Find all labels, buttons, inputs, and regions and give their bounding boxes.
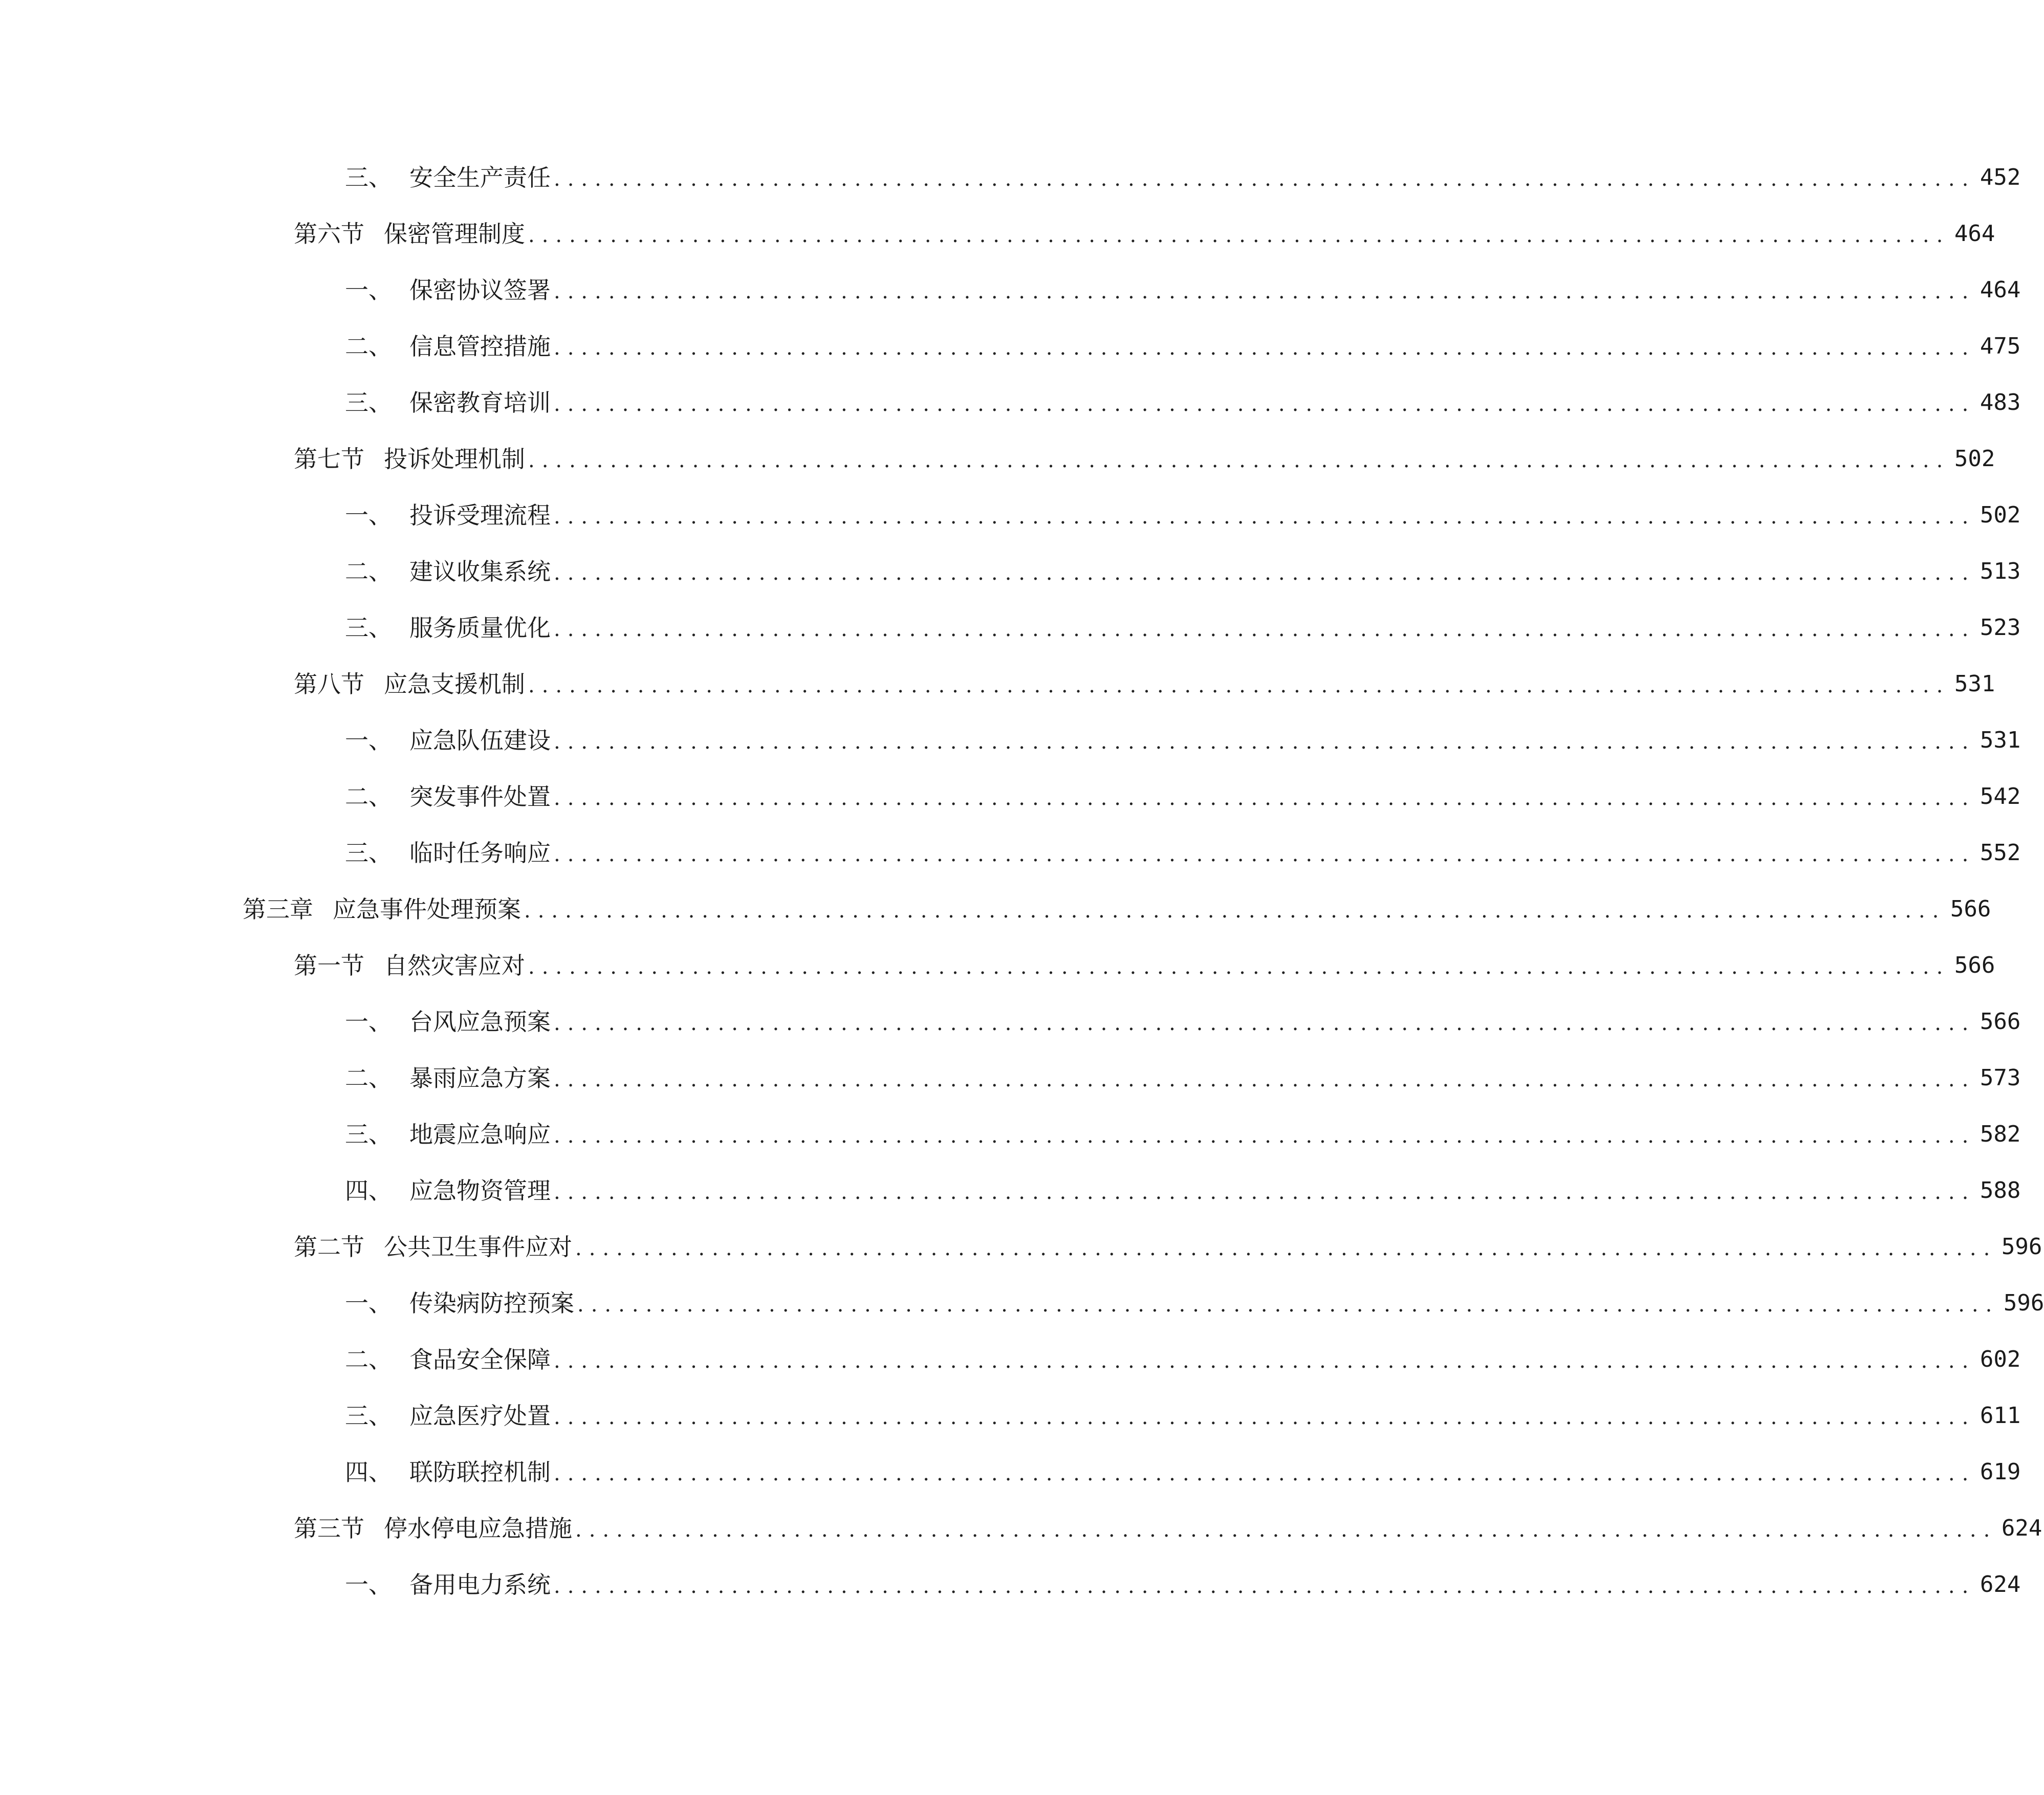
toc-entry-page: 566 — [1950, 896, 1991, 922]
toc-section-number: 第三节 — [294, 1515, 364, 1542]
toc-entry-number: 三、 — [345, 614, 392, 642]
toc-entry-page: 624 — [1980, 1571, 2021, 1597]
toc-entry-page: 552 — [1980, 840, 2021, 866]
dot-leader: ........................................................................................................ — [528, 224, 1950, 247]
toc-entry[interactable] — [345, 1331, 2021, 1388]
dot-leader: ........................................................................................................ — [554, 167, 1976, 191]
toc-entry-page: 611 — [1980, 1403, 2021, 1429]
dot-leader: ........................................................................................................ — [554, 730, 1976, 754]
toc-entry-title: 服务质量优化 — [409, 614, 551, 642]
toc-entry-page: 452 — [1980, 164, 2021, 190]
toc-entry[interactable] — [345, 1444, 2021, 1500]
toc-entry-number: 一、 — [345, 727, 392, 754]
toc-entry-title: 突发事件处置 — [409, 783, 551, 811]
toc-entry[interactable] — [345, 1106, 2021, 1163]
dot-leader: ........................................................................................................ — [554, 1180, 1976, 1204]
dot-leader: ........................................................................................................ — [554, 1124, 1976, 1148]
toc-entry-number: 四、 — [345, 1458, 392, 1486]
toc-entry[interactable] — [345, 825, 2021, 881]
toc-entry[interactable] — [345, 712, 2021, 769]
toc-chapter-number: 第三章 — [243, 895, 313, 923]
toc-entry[interactable] — [345, 1388, 2021, 1444]
toc-entry-title: 食品安全保障 — [409, 1346, 551, 1373]
toc-entry-title: 信息管控措施 — [409, 333, 551, 360]
toc-entry-title: 地震应急响应 — [409, 1121, 551, 1148]
toc-entry-number: 三、 — [345, 164, 392, 191]
toc-entry-title: 备用电力系统 — [409, 1571, 551, 1599]
toc-section-number: 第二节 — [294, 1233, 364, 1261]
toc-entry[interactable] — [345, 149, 2021, 206]
dot-leader: ........................................................................................................ — [528, 674, 1950, 697]
toc-entry[interactable] — [345, 1050, 2021, 1106]
toc-entry-title: 暴雨应急方案 — [409, 1064, 551, 1092]
toc-entry[interactable] — [345, 1557, 2021, 1613]
toc-entry-page: 464 — [1980, 277, 2021, 303]
toc-entry-page: 531 — [1954, 671, 1995, 697]
toc-entry-page: 619 — [1980, 1459, 2021, 1485]
toc-section-entry[interactable] — [294, 656, 1995, 712]
toc-entry-page: 573 — [1980, 1065, 2021, 1091]
dot-leader: ........................................................................................................ — [554, 1012, 1976, 1035]
toc-entry-title: 应急物资管理 — [409, 1177, 551, 1205]
toc-entry-number: 三、 — [345, 1121, 392, 1148]
dot-leader: ........................................................................................................ — [575, 1237, 1997, 1260]
toc-entry-page: 475 — [1980, 333, 2021, 359]
toc-entry-number: 二、 — [345, 1346, 392, 1373]
toc-section-entry[interactable] — [294, 206, 1995, 262]
toc-section-title: 应急支援机制 — [384, 670, 525, 698]
toc-entry-number: 三、 — [345, 839, 392, 867]
dot-leader: ........................................................................................................ — [554, 618, 1976, 641]
toc-section-entry[interactable] — [294, 431, 1995, 487]
dot-leader: ........................................................................................................ — [554, 336, 1976, 360]
toc-entry-page: 502 — [1980, 502, 2021, 528]
toc-entry-page: 523 — [1980, 615, 2021, 641]
toc-entry[interactable] — [345, 1163, 2021, 1219]
toc-entry-title: 传染病防控预案 — [409, 1289, 574, 1317]
toc-entry-page: 582 — [1980, 1121, 2021, 1147]
toc-chapter-entry[interactable] — [243, 881, 1991, 937]
toc-entry[interactable] — [345, 600, 2021, 656]
toc-entry-number: 一、 — [345, 1289, 392, 1317]
toc-entry-number: 二、 — [345, 558, 392, 585]
toc-entry-page: 588 — [1980, 1177, 2021, 1203]
toc-entry-number: 四、 — [345, 1177, 392, 1205]
dot-leader: ........................................................................................................ — [577, 1293, 1999, 1317]
dot-leader: ........................................................................................................ — [554, 1406, 1976, 1429]
toc-entry[interactable] — [345, 769, 2021, 825]
toc-entry-title: 保密教育培训 — [409, 389, 551, 417]
toc-section-title: 停水停电应急措施 — [384, 1515, 572, 1542]
toc-entry-number: 一、 — [345, 1008, 392, 1036]
toc-chapter-title: 应急事件处理预案 — [333, 895, 521, 923]
toc-entry-page: 596 — [2001, 1234, 2042, 1260]
dot-leader: ........................................................................................................ — [554, 280, 1976, 303]
toc-entry-number: 三、 — [345, 389, 392, 417]
toc-entry-number: 一、 — [345, 276, 392, 304]
toc-entry-page: 464 — [1954, 221, 1995, 247]
toc-entry-number: 二、 — [345, 333, 392, 360]
toc-entry-title: 联防联控机制 — [409, 1458, 551, 1486]
toc-entry-number: 一、 — [345, 1571, 392, 1599]
toc-entry-page: 483 — [1980, 389, 2021, 415]
toc-section-number: 第七节 — [294, 445, 364, 473]
toc-entry-number: 三、 — [345, 1402, 392, 1430]
dot-leader: ........................................................................................................ — [554, 561, 1976, 585]
toc-entry[interactable] — [345, 543, 2021, 600]
toc-entry[interactable] — [345, 1275, 2044, 1331]
toc-section-entry[interactable] — [294, 1219, 2042, 1275]
toc-section-number: 第六节 — [294, 220, 364, 248]
toc-entry-page: 624 — [2001, 1515, 2042, 1541]
toc-entry-page: 596 — [2003, 1290, 2044, 1316]
toc-entry-page: 502 — [1954, 446, 1995, 472]
toc-entry-title: 应急队伍建设 — [409, 727, 551, 754]
dot-leader: ........................................................................................................ — [554, 392, 1976, 416]
toc-entry[interactable] — [345, 487, 2021, 543]
toc-section-title: 投诉处理机制 — [384, 445, 525, 473]
dot-leader: ........................................................................................................ — [554, 505, 1976, 529]
dot-leader: ........................................................................................................ — [528, 955, 1950, 979]
toc-entry[interactable] — [345, 994, 2021, 1050]
toc-section-entry[interactable] — [294, 1500, 2042, 1557]
toc-entry-page: 566 — [1980, 1009, 2021, 1035]
dot-leader: ........................................................................................................ — [528, 449, 1950, 472]
toc-entry-number: 一、 — [345, 501, 392, 529]
toc-entry-page: 602 — [1980, 1346, 2021, 1372]
toc-entry-title: 保密协议签署 — [409, 276, 551, 304]
dot-leader: ........................................................................................................ — [554, 1462, 1976, 1485]
dot-leader: ........................................................................................................ — [524, 899, 1946, 923]
toc-entry-number: 二、 — [345, 783, 392, 811]
toc-entry-title: 临时任务响应 — [409, 839, 551, 867]
toc-entry-title: 建议收集系统 — [409, 558, 551, 585]
toc-section-title: 保密管理制度 — [384, 220, 525, 248]
dot-leader: ........................................................................................................ — [554, 843, 1976, 866]
toc-section-title: 公共卫生事件应对 — [384, 1233, 572, 1261]
dot-leader: ........................................................................................................ — [554, 1349, 1976, 1373]
toc-section-entry[interactable] — [294, 937, 1995, 994]
toc-entry-page: 513 — [1980, 558, 2021, 584]
toc-entry-title: 投诉受理流程 — [409, 501, 551, 529]
toc-entry[interactable] — [345, 375, 2021, 431]
toc-entry[interactable] — [345, 262, 2021, 318]
toc-entry-page: 531 — [1980, 727, 2021, 753]
toc-section-title: 自然灾害应对 — [384, 952, 525, 979]
toc-entry[interactable] — [345, 318, 2021, 375]
toc-entry-title: 安全生产责任 — [409, 164, 551, 191]
dot-leader: ........................................................................................................ — [554, 1068, 1976, 1091]
toc-section-number: 第八节 — [294, 670, 364, 698]
toc-section-number: 第一节 — [294, 952, 364, 979]
toc-entry-page: 542 — [1980, 783, 2021, 809]
toc-entry-page: 566 — [1954, 952, 1995, 978]
dot-leader: ........................................................................................................ — [575, 1518, 1997, 1542]
toc-entry-title: 应急医疗处置 — [409, 1402, 551, 1430]
dot-leader: ........................................................................................................ — [554, 786, 1976, 810]
toc-entry-number: 二、 — [345, 1064, 392, 1092]
dot-leader: ........................................................................................................ — [554, 1574, 1976, 1598]
toc-entry-title: 台风应急预案 — [409, 1008, 551, 1036]
